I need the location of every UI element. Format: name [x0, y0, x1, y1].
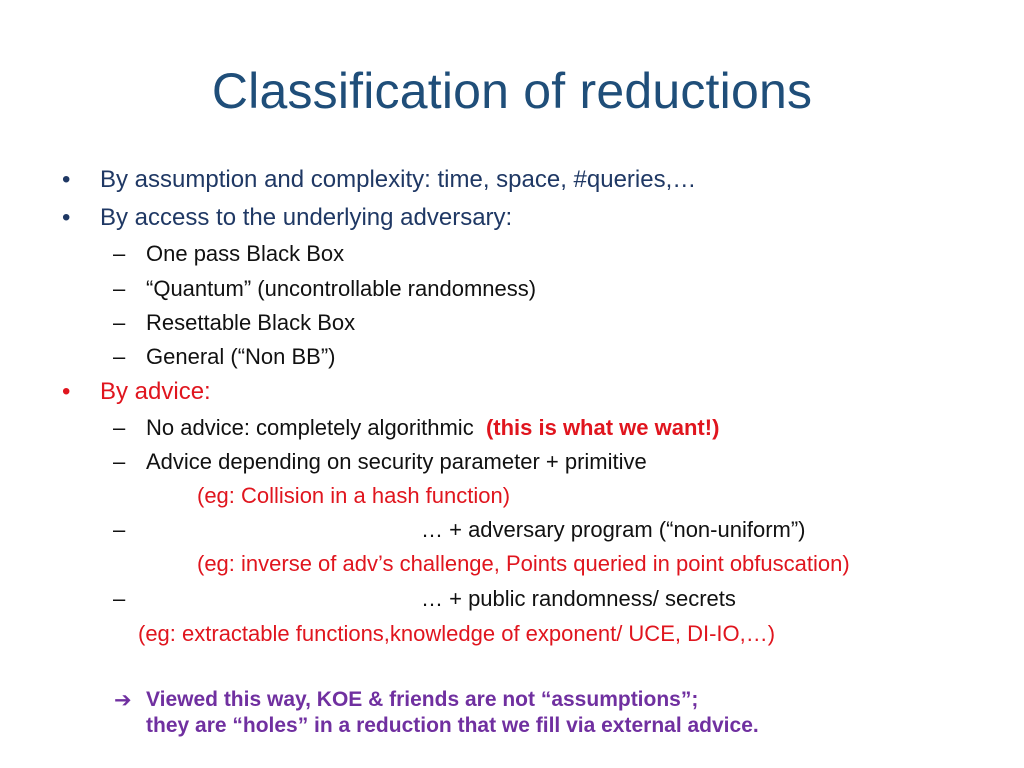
sub-item-text: “Quantum” (uncontrollable randomness) — [146, 276, 537, 301]
bullet-3-marker: • — [62, 378, 71, 405]
highlight-text: (this is what we want!) — [485, 415, 720, 440]
bullet-1-text: By assumption and complexity: time, space, #queries,… — [100, 166, 697, 193]
sub-item-dash: – — [113, 415, 126, 440]
sub-item-dash: – — [113, 517, 126, 542]
bullet-2-marker: • — [62, 204, 71, 231]
sub-item-dash: – — [113, 449, 126, 474]
bullet-1-marker: • — [62, 166, 71, 193]
sub-item-text: … + public randomness/ secrets — [421, 586, 736, 611]
sub-item-dash: – — [113, 344, 126, 369]
conclusion-line-1: Viewed this way, KOE & friends are not “assumptions”; — [146, 688, 699, 711]
sub-item-text: … + adversary program (“non-uniform”) — [421, 517, 806, 542]
sub-item-dash: – — [113, 276, 126, 301]
example-text: (eg: extractable functions,knowledge of exponent/ UCE, DI-IO,…) — [138, 621, 776, 646]
sub-item-dash: – — [113, 310, 126, 335]
sub-item-main-text: No advice: completely algorithmic — [146, 415, 474, 440]
example-text: (eg: Collision in a hash function) — [197, 483, 511, 508]
example-text: (eg: inverse of adv’s challenge, Points queried in point obfuscation) — [197, 551, 850, 576]
sub-item-text: Advice depending on security parameter + primitive — [146, 449, 647, 474]
conclusion-line-2: they are “holes” in a reduction that we fill via external advice. — [146, 714, 759, 737]
arrow-right-icon: ➔ — [114, 689, 132, 712]
sub-item-text — [146, 415, 719, 441]
bullet-2-text: By access to the underlying adversary: — [100, 204, 513, 231]
bullet-3-text: By advice: — [100, 378, 211, 405]
slide-title: Classification of reductions — [211, 63, 813, 119]
sub-item-dash: – — [113, 241, 126, 266]
sub-item-text: General (“Non BB”) — [146, 344, 336, 369]
sub-item-text: One pass Black Box — [146, 241, 345, 266]
sub-item-text: Resettable Black Box — [146, 310, 356, 335]
sub-item-dash: – — [113, 586, 126, 611]
